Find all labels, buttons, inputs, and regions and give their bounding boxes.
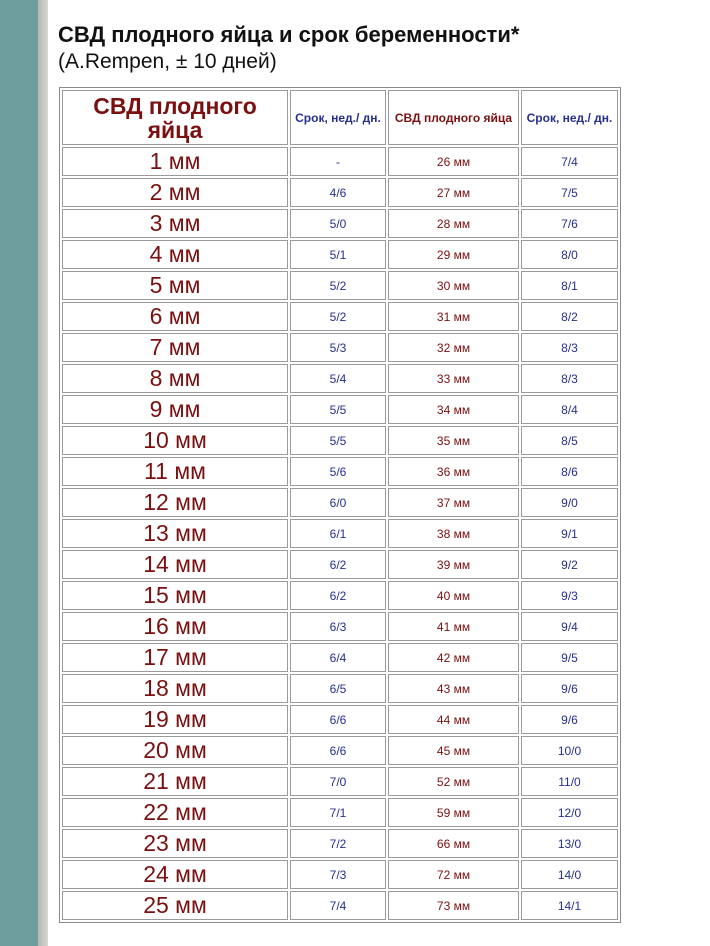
svd-cell-1: 22 мм [62, 798, 288, 827]
term-cell-1: 6/5 [290, 674, 386, 703]
term-cell-1: 5/6 [290, 457, 386, 486]
svd-cell-1: 17 мм [62, 643, 288, 672]
table-row [62, 457, 618, 486]
svd-cell-2: 43 мм [388, 674, 519, 703]
term-cell-1: 7/2 [290, 829, 386, 858]
table-row [62, 767, 618, 796]
svd-cell-2: 45 мм [388, 736, 519, 765]
svd-cell-1: 20 мм [62, 736, 288, 765]
svd-cell-1: 4 мм [62, 240, 288, 269]
header-term-2: Срок, нед./ дн. [521, 90, 618, 145]
term-cell-2: 8/2 [521, 302, 618, 331]
term-cell-2: 8/0 [521, 240, 618, 269]
svd-cell-1: 2 мм [62, 178, 288, 207]
svd-cell-1: 15 мм [62, 581, 288, 610]
table-row [62, 209, 618, 238]
table-row [62, 550, 618, 579]
term-cell-1: 5/0 [290, 209, 386, 238]
term-cell-1: 6/0 [290, 488, 386, 517]
term-cell-2: 8/4 [521, 395, 618, 424]
term-cell-2: 9/3 [521, 581, 618, 610]
svd-cell-2: 30 мм [388, 271, 519, 300]
svd-cell-2: 38 мм [388, 519, 519, 548]
svd-cell-2: 35 мм [388, 426, 519, 455]
svd-cell-2: 42 мм [388, 643, 519, 672]
term-cell-2: 9/6 [521, 674, 618, 703]
svd-cell-2: 29 мм [388, 240, 519, 269]
svd-cell-2: 32 мм [388, 333, 519, 362]
svd-cell-1: 7 мм [62, 333, 288, 362]
term-cell-1: 5/2 [290, 271, 386, 300]
term-cell-1: 5/1 [290, 240, 386, 269]
term-cell-2: 7/6 [521, 209, 618, 238]
table-row [62, 829, 618, 858]
svd-cell-2: 39 мм [388, 550, 519, 579]
svd-cell-1: 9 мм [62, 395, 288, 424]
header-svd-1: СВД плодного яйца [62, 90, 288, 145]
table-header-row [62, 90, 618, 145]
term-cell-1: 6/1 [290, 519, 386, 548]
term-cell-2: 9/4 [521, 612, 618, 641]
svd-cell-2: 72 мм [388, 860, 519, 889]
term-cell-1: 5/5 [290, 395, 386, 424]
term-cell-1: 6/6 [290, 736, 386, 765]
svd-cell-2: 31 мм [388, 302, 519, 331]
svd-cell-1: 11 мм [62, 457, 288, 486]
svd-cell-2: 34 мм [388, 395, 519, 424]
svd-cell-2: 37 мм [388, 488, 519, 517]
table-row [62, 178, 618, 207]
term-cell-1: 7/3 [290, 860, 386, 889]
table-row [62, 364, 618, 393]
table-row [62, 674, 618, 703]
term-cell-2: 8/3 [521, 333, 618, 362]
svd-cell-1: 1 мм [62, 147, 288, 176]
term-cell-1: 6/6 [290, 705, 386, 734]
table-row [62, 581, 618, 610]
term-cell-2: 13/0 [521, 829, 618, 858]
term-cell-2: 9/2 [521, 550, 618, 579]
svd-cell-2: 33 мм [388, 364, 519, 393]
term-cell-1: 6/2 [290, 581, 386, 610]
term-cell-1: 6/3 [290, 612, 386, 641]
svd-cell-2: 44 мм [388, 705, 519, 734]
term-cell-2: 9/6 [521, 705, 618, 734]
svd-cell-1: 24 мм [62, 860, 288, 889]
table-row [62, 519, 618, 548]
svd-cell-2: 59 мм [388, 798, 519, 827]
svd-cell-1: 18 мм [62, 674, 288, 703]
term-cell-2: 9/0 [521, 488, 618, 517]
table-row [62, 426, 618, 455]
term-cell-2: 10/0 [521, 736, 618, 765]
svd-cell-2: 28 мм [388, 209, 519, 238]
table-row [62, 736, 618, 765]
term-cell-2: 8/6 [521, 457, 618, 486]
table-row [62, 333, 618, 362]
table-row [62, 271, 618, 300]
term-cell-2: 9/5 [521, 643, 618, 672]
table-row [62, 860, 618, 889]
svd-cell-1: 25 мм [62, 891, 288, 920]
term-cell-1: 7/4 [290, 891, 386, 920]
svd-cell-2: 26 мм [388, 147, 519, 176]
header-svd-2: СВД плодного яйца [388, 90, 519, 145]
table-row [62, 488, 618, 517]
page-edge-shadow [38, 0, 48, 946]
term-cell-2: 11/0 [521, 767, 618, 796]
svd-cell-2: 73 мм [388, 891, 519, 920]
term-cell-2: 9/1 [521, 519, 618, 548]
gestation-table [59, 87, 621, 923]
term-cell-1: 6/4 [290, 643, 386, 672]
svd-cell-1: 8 мм [62, 364, 288, 393]
page-title: СВД плодного яйца и срок беременности* [58, 22, 520, 47]
table-row [62, 147, 618, 176]
svd-cell-1: 16 мм [62, 612, 288, 641]
svd-cell-2: 66 мм [388, 829, 519, 858]
term-cell-1: 4/6 [290, 178, 386, 207]
term-cell-1: 7/0 [290, 767, 386, 796]
table-row [62, 891, 618, 920]
term-cell-2: 7/5 [521, 178, 618, 207]
document-page [48, 0, 710, 946]
table-row [62, 612, 618, 641]
svd-cell-2: 27 мм [388, 178, 519, 207]
svd-cell-2: 52 мм [388, 767, 519, 796]
svd-cell-1: 12 мм [62, 488, 288, 517]
term-cell-2: 14/0 [521, 860, 618, 889]
term-cell-1: 5/3 [290, 333, 386, 362]
term-cell-1: 5/4 [290, 364, 386, 393]
svd-cell-1: 19 мм [62, 705, 288, 734]
svd-cell-1: 13 мм [62, 519, 288, 548]
svd-cell-1: 14 мм [62, 550, 288, 579]
header-term-1: Срок, нед./ дн. [290, 90, 386, 145]
table-row [62, 705, 618, 734]
svd-cell-1: 10 мм [62, 426, 288, 455]
term-cell-2: 8/5 [521, 426, 618, 455]
term-cell-1: 7/1 [290, 798, 386, 827]
svd-cell-2: 40 мм [388, 581, 519, 610]
table-row [62, 240, 618, 269]
svd-cell-2: 36 мм [388, 457, 519, 486]
table-row [62, 302, 618, 331]
svd-cell-1: 6 мм [62, 302, 288, 331]
svd-cell-1: 5 мм [62, 271, 288, 300]
term-cell-2: 8/3 [521, 364, 618, 393]
svd-cell-1: 3 мм [62, 209, 288, 238]
page-subtitle: (A.Rempen, ± 10 дней) [58, 50, 277, 73]
svd-cell-2: 41 мм [388, 612, 519, 641]
table-row [62, 798, 618, 827]
term-cell-2: 7/4 [521, 147, 618, 176]
term-cell-2: 8/1 [521, 271, 618, 300]
table-row [62, 395, 618, 424]
svd-cell-1: 21 мм [62, 767, 288, 796]
table-row [62, 643, 618, 672]
term-cell-1: 5/2 [290, 302, 386, 331]
left-sidebar-strip [0, 0, 38, 946]
term-cell-2: 14/1 [521, 891, 618, 920]
term-cell-2: 12/0 [521, 798, 618, 827]
term-cell-1: 6/2 [290, 550, 386, 579]
term-cell-1: 5/5 [290, 426, 386, 455]
svd-cell-1: 23 мм [62, 829, 288, 858]
table-body [62, 147, 618, 920]
term-cell-1: - [290, 147, 386, 176]
